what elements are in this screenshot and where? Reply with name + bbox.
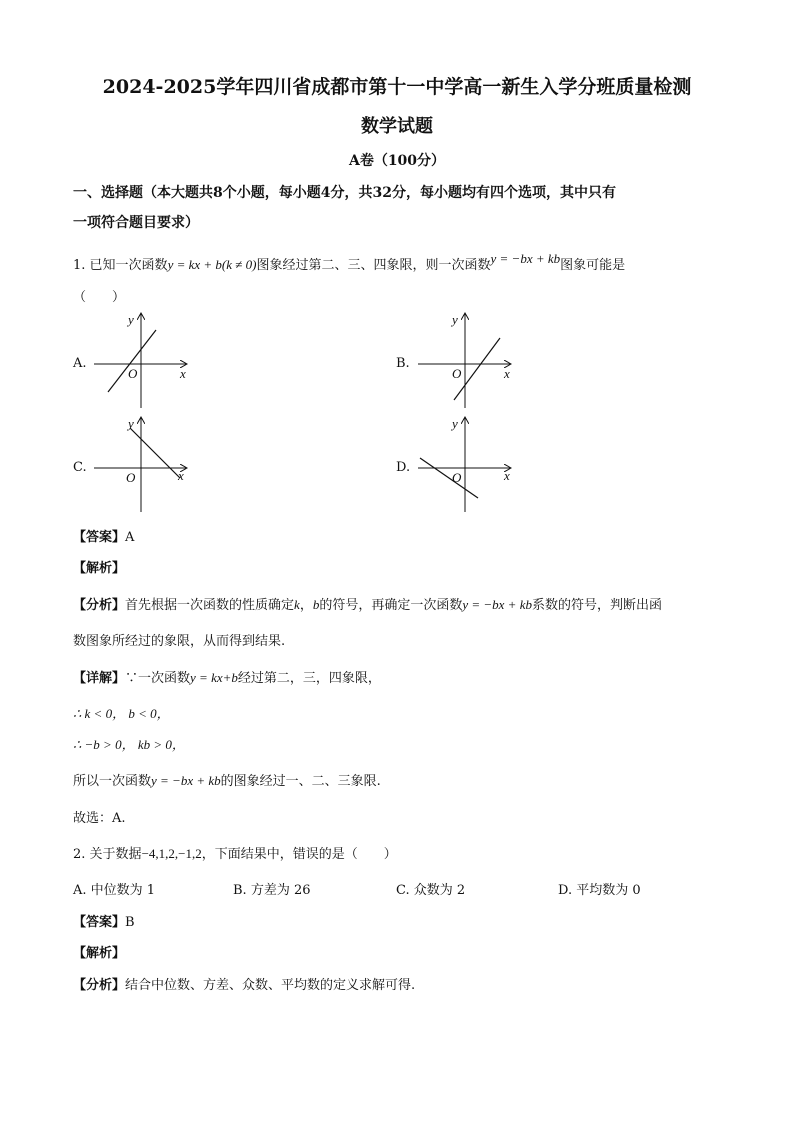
step-text: 所以一次函数	[73, 774, 152, 789]
formula: y = −bx + kb	[490, 251, 561, 266]
q2-option-d	[558, 879, 641, 898]
y-axis-label: y	[452, 416, 458, 431]
function-line	[420, 458, 478, 498]
question-number: 2.	[73, 847, 86, 862]
option-text: 平均数为 0	[576, 883, 641, 898]
origin-label: O	[452, 366, 462, 381]
stem-text: ，下面结果中，错误的是（ ）	[201, 847, 397, 862]
step-text: 的图象经过一、二、三象限.	[220, 774, 381, 789]
answer-value: B	[125, 915, 135, 930]
fenxi-text: 结合中位数、方差、众数、平均数的定义求解可得.	[125, 978, 416, 993]
option-label: B.	[233, 883, 247, 898]
formula: −4,1,2,−1,2	[141, 846, 202, 861]
fenxi-text: 的符号，再确定一次函数	[319, 598, 463, 613]
x-axis-label: x	[180, 366, 186, 381]
option-b-graph	[412, 310, 522, 410]
q1-answer	[73, 526, 134, 545]
xiangjie-text: 经过第二，三，四象限，	[237, 671, 381, 686]
q1-step-2: ∴ −b > 0， kb > 0，	[73, 737, 185, 752]
option-b-label: B.	[396, 356, 410, 371]
q1-fenxi-line2: 数图象所经过的象限，从而得到结果.	[73, 634, 286, 649]
question-number: 1.	[73, 258, 86, 273]
formula: y = kx + b(k ≠ 0)	[167, 257, 257, 272]
option-c-graph	[88, 414, 198, 514]
answer-tag: 【答案】	[73, 915, 126, 930]
part1-heading-line1: 一、选择题（本大题共8个小题，每小题4分，共32分，每小题均有四个选项，其中只有	[73, 185, 616, 201]
option-d-label: D.	[396, 460, 411, 475]
fenxi-tag: 【分析】	[73, 978, 126, 993]
q1-step-1: ∴ k < 0， b < 0，	[73, 706, 170, 721]
stem-text: 图象经过第二、三、四象限，则一次函数	[256, 258, 491, 273]
formula: k	[294, 597, 300, 612]
x-axis-label: x	[178, 468, 184, 483]
fenxi-text: 系数的符号，判断出函	[531, 598, 662, 613]
origin-label: O	[126, 470, 136, 485]
exam-subtitle: 数学试题	[361, 116, 433, 137]
question-2-stem	[73, 843, 397, 862]
answer-parentheses: （ ）	[73, 290, 126, 305]
q1-choose: 故选：A.	[73, 811, 126, 826]
xiangjie-text: ∵一次函数	[125, 671, 191, 686]
option-label: A.	[73, 883, 87, 898]
option-text: 中位数为 1	[90, 883, 156, 898]
formula: y = −bx + kb	[151, 773, 221, 788]
q2-option-b	[233, 879, 311, 898]
section-a-label: A卷（100分）	[348, 153, 446, 169]
x-axis-label: x	[504, 366, 510, 381]
option-text: 方差为 26	[250, 883, 311, 898]
formula: y = −bx + kb	[462, 597, 532, 612]
fenxi-tag: 【分析】	[73, 598, 126, 613]
function-line	[130, 428, 180, 478]
stem-text: 已知一次函数	[89, 258, 168, 273]
x-axis-label: x	[504, 468, 510, 483]
y-axis-label: y	[452, 312, 458, 327]
origin-label: O	[452, 470, 462, 485]
stem-text: 图象可能是	[560, 258, 626, 273]
fenxi-text: ，	[299, 598, 313, 613]
y-axis-label: y	[128, 312, 134, 327]
part1-heading-line2: 一项符合题目要求）	[73, 215, 199, 231]
exam-title: 2024-2025学年四川省成都市第十一中学高一新生入学分班质量检测	[102, 76, 692, 98]
q1-step-3	[73, 770, 381, 789]
question-1-stem	[73, 251, 626, 273]
function-line	[108, 330, 156, 392]
q2-answer	[73, 911, 135, 930]
fenxi-text: 首先根据一次函数的性质确定	[125, 598, 295, 613]
option-text: 众数为 2	[413, 883, 466, 898]
q1-jiexi-tag: 【解析】	[73, 561, 126, 576]
option-c-label: C.	[73, 460, 87, 475]
y-axis-label: y	[128, 416, 134, 431]
xiangjie-tag: 【详解】	[73, 671, 126, 686]
formula: b	[312, 597, 320, 612]
q1-fenxi-line1	[73, 594, 662, 613]
q2-fenxi	[73, 974, 415, 993]
q2-option-c	[396, 879, 465, 898]
formula: y = kx+b	[190, 670, 238, 685]
q2-jiexi-tag: 【解析】	[73, 946, 126, 961]
option-a-graph	[88, 310, 198, 410]
option-a-label: A.	[73, 356, 87, 371]
q2-option-a	[73, 879, 155, 898]
option-d-graph	[412, 414, 522, 514]
answer-tag: 【答案】	[73, 530, 126, 545]
stem-text: 关于数据	[89, 847, 142, 862]
option-label: D.	[558, 883, 573, 898]
q1-xiangjie	[73, 667, 381, 686]
answer-value: A	[125, 530, 135, 545]
origin-label: O	[128, 366, 138, 381]
option-label: C.	[396, 883, 410, 898]
